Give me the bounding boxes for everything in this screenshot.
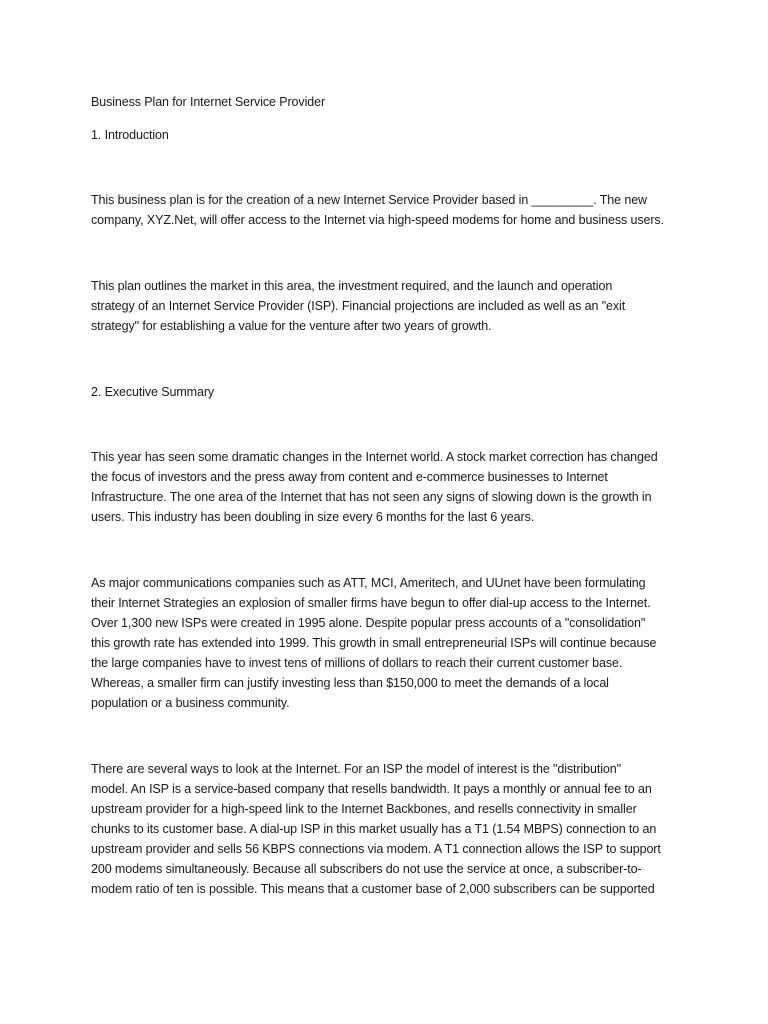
- text-line: this growth rate has extended into 1999. This growth in small entrepreneurial ISPs will continue because: [91, 636, 657, 650]
- text-line: As major communications companies such as ATT, MCI, Ameritech, and UUnet have been formulating: [91, 576, 646, 590]
- section-heading-introduction: 1. Introduction: [91, 128, 169, 142]
- text-line: Whereas, a smaller firm can justify investing less than $150,000 to meet the demands of a local: [91, 676, 609, 690]
- text-line: the focus of investors and the press away from content and e-commerce businesses to Internet: [91, 470, 608, 484]
- text-line: 200 modems simultaneously. Because all subscribers do not use the service at once, a subscriber-to-: [91, 862, 642, 876]
- text-line: the large companies have to invest tens of millions of dollars to reach their current customer base.: [91, 656, 623, 670]
- text-line: This business plan is for the creation of a new Internet Service Provider based in _________. The new: [91, 193, 647, 207]
- text-line: model. An ISP is a service-based company that resells bandwidth. It pays a monthly or annual fee to an: [91, 782, 652, 796]
- text-line: Over 1,300 new ISPs were created in 1995 alone. Despite popular press accounts of a "consolidation": [91, 616, 646, 630]
- text-line: their Internet Strategies an explosion of smaller firms have begun to offer dial-up access to the Internet.: [91, 596, 651, 610]
- text-line: modem ratio of ten is possible. This means that a customer base of 2,000 subscribers can be supported: [91, 882, 655, 896]
- text-line: Infrastructure. The one area of the Internet that has not seen any signs of slowing down is the growth in: [91, 490, 652, 504]
- text-line: chunks to its customer base. A dial-up ISP in this market usually has a T1 (1.54 MBPS) connection to an: [91, 822, 657, 836]
- text-line: upstream provider and sells 56 KBPS connections via modem. A T1 connection allows the ISP to support: [91, 842, 661, 856]
- text-line: This plan outlines the market in this area, the investment required, and the launch and operation: [91, 279, 613, 293]
- text-line: company, XYZ.Net, will offer access to the Internet via high-speed modems for home and business users.: [91, 213, 664, 227]
- text-line: There are several ways to look at the Internet. For an ISP the model of interest is the "distribution": [91, 762, 621, 776]
- text-line: strategy of an Internet Service Provider (ISP). Financial projections are included as well as an "exit: [91, 299, 626, 313]
- text-line: users. This industry has been doubling in size every 6 months for the last 6 years.: [91, 510, 535, 524]
- text-line: strategy" for establishing a value for the venture after two years of growth.: [91, 319, 492, 333]
- section-heading-executive-summary: 2. Executive Summary: [91, 385, 215, 399]
- text-line: This year has seen some dramatic changes in the Internet world. A stock market correction has changed: [91, 450, 658, 464]
- text-line: upstream provider for a high-speed link to the Internet Backbones, and resells connectivity in smaller: [91, 802, 637, 816]
- text-line: population or a business community.: [91, 696, 290, 710]
- document-title: Business Plan for Internet Service Provider: [91, 95, 326, 109]
